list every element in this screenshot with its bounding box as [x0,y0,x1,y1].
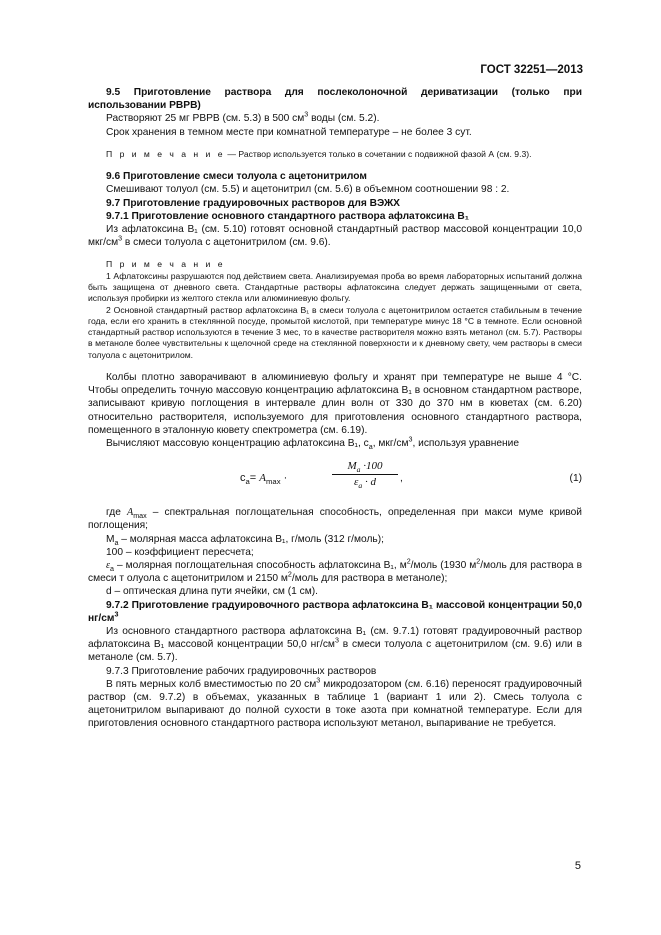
section-9-5-para-1: Растворяют 25 мг РВРВ (см. 5.3) в 500 $см^3$ воды (см. 5.2). [106,111,380,125]
page-number: 5 [574,860,581,872]
section-9-7-1-para-2: Колбы плотно заворачивают в алюминиевую фольгу и хранят при температуре не выше 4 °С. Чтобы определить точную массовую концентрацию афлатоксина В₁ в основном стандартном растворе, записывают кривую поглощения в интервале длин волн от 330 до 370 нм в кюветах (см. 6.20) относительно растворителя, используемого для приготовления основного стандартного раствора, помещенного в эталонную кювету спектрометра (см. 6.19). [88,372,582,436]
section-9-7-1-para-3: Вычисляют массовую концентрацию афлатоксина В₁, $c_а$, мкг/$см^3$, используя уравнение [106,435,520,452]
def-epsilon: $\varepsilon_a$ – молярная поглощательная способность афлатоксина В₁, $м^2$/моль (1930 $м^2$/моль для раствора в смеси т олуола с ацетонитрилом и 2150 $м^2$/моль для раствора в метаноле); [88,557,582,585]
section-9-7-3-title: 9.7.3 Приготовление рабочих градуировочных растворов [106,665,377,677]
section-9-7-3-para-1: В пять мерных колб вместимостью по 20 $см^3$ микродозатором (см. 6.16) переносят градуировочный раствор (см. 9.7.2) в объемах, указанных в таблице 1 (вариант 1 или 2). Смесь толуола с ацетонитрилом выпаривают до полной сухости в токе азота при комнатной температуре. Если для приготовления основного стандартного раствора используют метанол, выпаривание не требуется. [88,676,582,730]
section-9-6-para-1: Смешивают толуол (см. 5.5) и ацетонитрил (см. 5.6) в объемном соотношении 98 : 2. [106,184,510,196]
section-9-7-title: 9.7 Приготовление градуировочных растворов для ВЭЖХ [106,197,400,209]
document-body [88,86,582,731]
def-ma: $М_а$ – молярная масса афлатоксина В₁, г/моль (312 г/моль); [106,533,384,547]
section-9-5-note: П р и м е ч а н и е — Раствор используется только в сочетании с подвижной фазой А (см. 9.3). [106,148,532,159]
section-9-7-1-notes-label: П р и м е ч а н и е [106,259,226,270]
section-9-7-2-para-1: Из основного стандартного раствора афлатоксина В₁ (см. 9.7.1) готовят градуировочный раствор афлатоксина В₁ массовой концентрации 50,0 $нг/см^3$ в смеси толуола с ацетонитрилом (см. 9.6) или в метаноле (см. 5.7). [88,626,582,664]
section-9-7-1-note-2: 2 Основной стандартный раствор афлатоксина В₁ в смеси толуола с ацетонитрилом остается стабильным в течение года, если его хранить в стеклянной посуде, промытой кислотой, при температуре минус 18 °С в темноте. Если основной стандартный раствор используются в течение 3 мес, то в качестве растворителя можно взять метанол (см. 5.7). Растворы в метаноле более чувствительны к щелочной среде на стеклянной поверхности и к дневному свету, чем растворы в смеси толуола с ацетонитрилом. [88,304,582,360]
section-9-5-title: 9.5 Приготовление раствора для послеколоночной дериватизации (только при использовании РВРВ) [88,87,582,112]
section-9-6-title: 9.6 Приготовление смеси толуола с ацетонитрилом [106,171,367,183]
section-9-7-1-para-1: Из афлатоксина В₁ (см. 5.10) готовят основной стандартный раствор массовой концентрации 10,0 мкг/$см^3$ в смеси толуола с ацетонитрилом (см. 9.6). [88,223,582,249]
formula-lhs: $c_a= A_{max}$ · [240,472,288,487]
standard-header: ГОСТ 32251—2013 [480,64,583,76]
formula-comma: , [400,473,403,485]
def-amax: где $A_{max}$ – спектральная поглощательная способность, определенная при макси муме кривой поглощения; [88,507,582,532]
def-d: d – оптическая длина пути ячейки, см (1 см). [106,586,318,598]
section-9-7-2-title: 9.7.2 Приготовление градуировочного раствора афлатоксина В₁ массовой концентрации 50,0 $нг/см^3$ [88,599,582,624]
section-9-7-1-note-1: 1 Афлатоксины разрушаются под действием света. Анализируемая проба во время лабораторных испытаний должна быть защищена от дневного света. Стандартные растворы афлатоксина следует держать защищенными от света, используя пробирки из желтого стекла или алюминиевую фольгу. [88,270,582,304]
def-100: 100 – коэффициент пересчета; [106,546,254,558]
formula-fraction [332,460,398,489]
section-9-5-para-2: Срок хранения в темном месте при комнатной температуре – не более 3 сут. [106,126,472,138]
section-9-7-1-title: 9.7.1 Приготовление основного стандартного раствора афлатоксина В₁ [106,210,469,222]
formula-1 [88,456,582,506]
formula-denominator: $\varepsilon_a \cdot d$ [354,476,376,491]
formula-number: (1) [569,473,582,485]
formula-numerator: $M_a \cdot 100$ [332,460,398,475]
